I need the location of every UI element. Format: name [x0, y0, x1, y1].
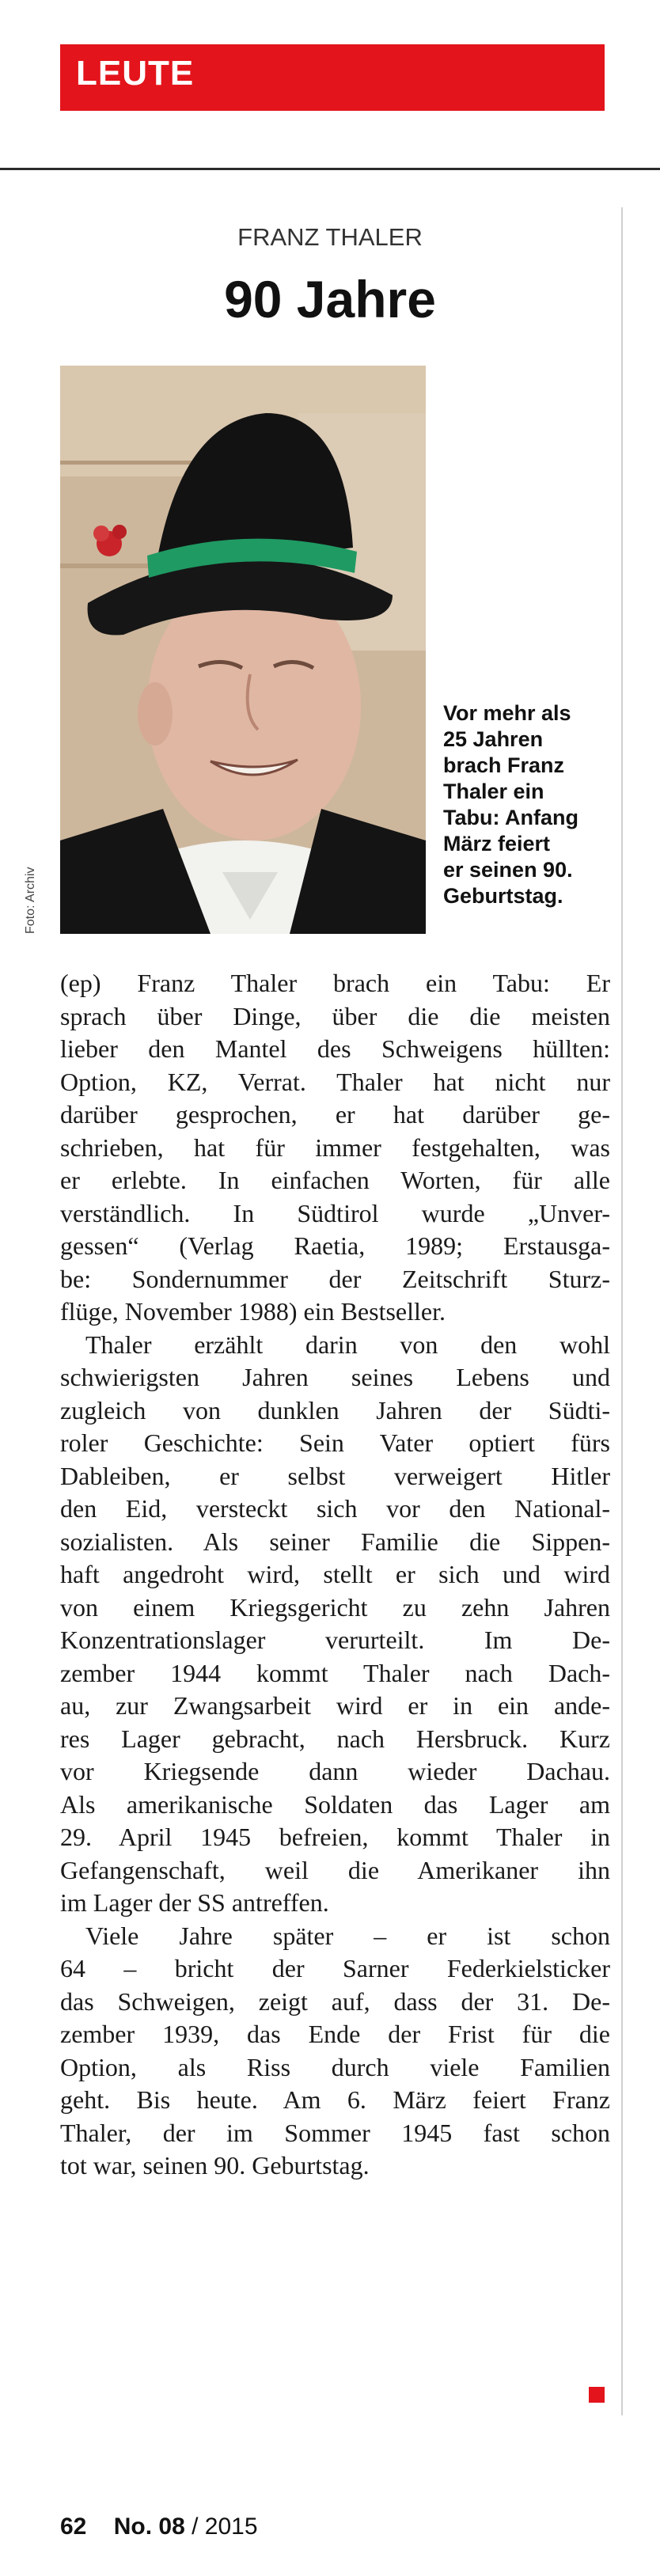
text-line: 64 – bricht der Sarner Federkielsticker: [60, 1954, 610, 1982]
text-line: sprach über Dinge, über die die meisten: [60, 1001, 610, 1030]
text-line: im Lager der SS antreffen.: [60, 1888, 329, 1917]
text-line: Viele Jahre später – er ist schon: [85, 1921, 610, 1950]
issue-year: / 2015: [192, 2513, 258, 2540]
photo-caption: [443, 700, 601, 909]
text-line: roler Geschichte: Sein Vater optiert fürs: [60, 1428, 610, 1457]
text-line: gessen“ (Verlag Raetia, 1989; Erstausga-: [60, 1231, 610, 1260]
page-number: 62: [60, 2513, 87, 2540]
text-line: Gefangenschaft, weil die Amerikaner ihn: [60, 1855, 610, 1884]
text-line: Option, als Riss durch viele Familien: [60, 2052, 610, 2081]
portrait-illustration: [60, 366, 426, 934]
text-line: Konzentrationslager verurteilt. Im De-: [60, 1626, 610, 1654]
portrait-photo: [60, 366, 426, 934]
photo-credit: Foto: Archiv: [24, 867, 37, 934]
text-line: von einem Kriegsgericht zu zehn Jahren: [60, 1592, 610, 1622]
text-line: tot war, seinen 90. Geburtstag.: [60, 2151, 370, 2180]
text-line: sozialisten. Als seiner Familie die Sippen-: [60, 1527, 610, 1556]
text-line: zugleich von dunklen Jahren der Südti-: [60, 1395, 610, 1425]
text-line: be: Sondernummer der Zeitschrift Sturz-: [60, 1264, 610, 1293]
caption-line: März feiert: [443, 832, 551, 856]
text-line: darüber gesprochen, er hat darüber ge-: [60, 1100, 610, 1129]
text-line: schrieben, hat für immer festgehalten, was: [60, 1132, 610, 1162]
text-line: das Schweigen, zeigt auf, dass der 31. De-: [60, 1986, 610, 2016]
text-line: Thaler erzählt darin von den wohl: [85, 1330, 610, 1359]
end-of-article-mark: [589, 2387, 605, 2403]
text-line: Thaler, der im Sommer 1945 fast schon: [60, 2118, 610, 2147]
text-line: schwierigsten Jahren seines Lebens und: [60, 1363, 610, 1391]
caption-line: brach Franz: [443, 753, 565, 777]
text-line: 29. April 1945 befreien, kommt Thaler in: [60, 1823, 610, 1851]
column-rule: [621, 207, 623, 2415]
article-body: [60, 967, 610, 2183]
text-line: res Lager gebracht, nach Hersbruck. Kurz: [60, 1724, 610, 1753]
text-line: zember 1944 kommt Thaler nach Dach-: [60, 1658, 610, 1687]
issue-number: No. 08: [113, 2513, 185, 2540]
text-line: lieber den Mantel des Schweigens hüllten:: [60, 1034, 610, 1063]
text-line: den Eid, versteckt sich vor den National-: [60, 1494, 610, 1523]
section-label: LEUTE: [76, 54, 195, 93]
caption-line: Vor mehr als: [443, 701, 571, 725]
caption-line: Thaler ein: [443, 780, 544, 803]
text-line: vor Kriegsende dann wieder Dachau.: [60, 1757, 610, 1785]
paragraph-3: [60, 1920, 610, 2183]
caption-line: Tabu: Anfang: [443, 806, 578, 829]
section-banner: [60, 44, 605, 111]
top-rule: [0, 168, 660, 170]
text-line: zember 1939, das Ende der Frist für die: [60, 2020, 610, 2048]
text-line: er erlebte. In einfachen Worten, für alle: [60, 1166, 610, 1194]
caption-line: er seinen 90.: [443, 858, 573, 882]
text-line: geht. Bis heute. Am 6. März feiert Franz: [60, 2085, 610, 2114]
text-line: Als amerikanische Soldaten das Lager am: [60, 1789, 610, 1819]
paragraph-1: [60, 967, 610, 1329]
text-line: haft angedroht wird, stellt er sich und wird: [60, 1560, 610, 1588]
article-headline: 90 Jahre: [224, 270, 436, 328]
text-line: verständlich. In Südtirol wurde „Unver-: [60, 1198, 610, 1227]
text-line: Option, KZ, Verrat. Thaler hat nicht nur: [60, 1067, 610, 1096]
text-line: Dableiben, er selbst verweigert Hitler: [60, 1461, 610, 1490]
caption-line: 25 Jahren: [443, 727, 544, 751]
article-kicker: FRANZ THALER: [237, 223, 423, 251]
page-footer: [60, 2513, 258, 2540]
text-line: flüge, November 1988) ein Bestseller.: [60, 1297, 446, 1326]
caption-line: Geburtstag.: [443, 884, 563, 908]
text-line: au, zur Zwangsarbeit wird er in ein ande-: [60, 1691, 610, 1720]
paragraph-2: [60, 1329, 610, 1920]
text-line: (ep) Franz Thaler brach ein Tabu: Er: [60, 969, 610, 997]
